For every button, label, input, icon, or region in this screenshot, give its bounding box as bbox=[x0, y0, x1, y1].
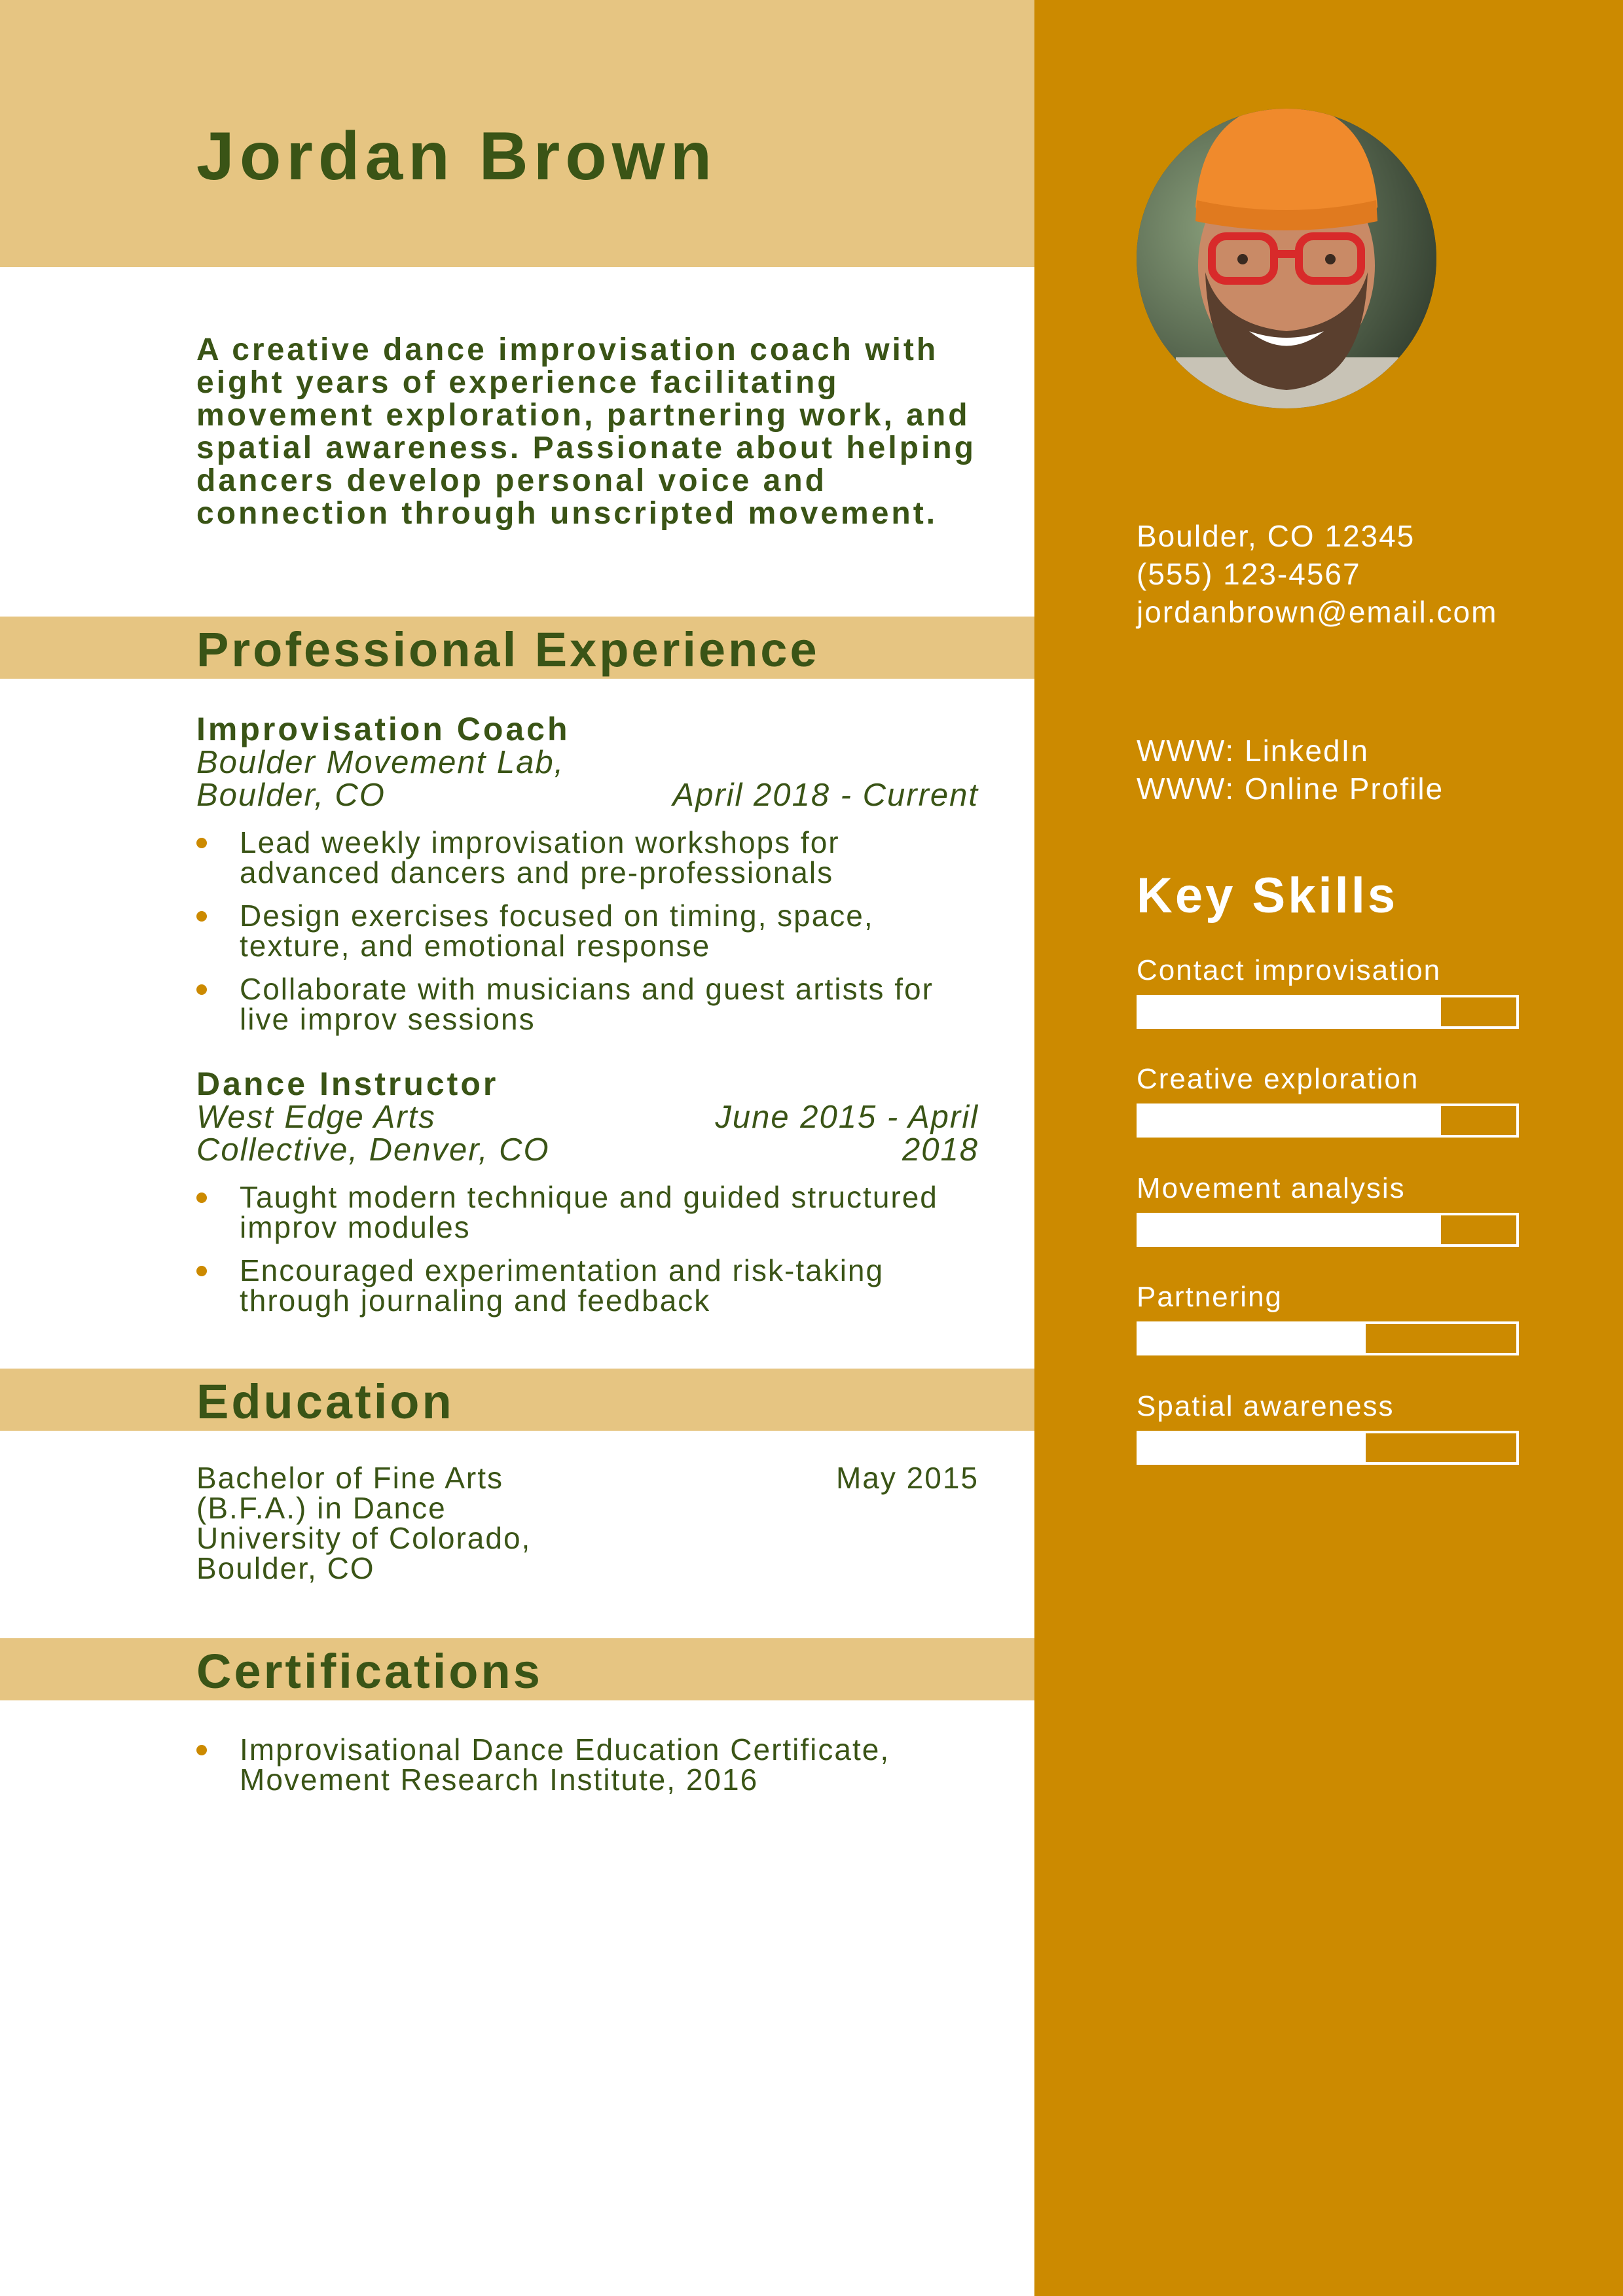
job-bullet: Lead weekly improvisation workshops for advanced dancers and pre-professionals bbox=[196, 827, 979, 888]
education-entry bbox=[196, 1463, 979, 1583]
candidate-name: Jordan Brown bbox=[196, 118, 718, 194]
skill-bar bbox=[1137, 1103, 1519, 1138]
contact-email[interactable]: jordanbrown@email.com bbox=[1137, 595, 1498, 629]
skill-bar-fill bbox=[1139, 1433, 1366, 1462]
bullet-dot bbox=[196, 1266, 207, 1276]
experience-heading: Professional Experience bbox=[196, 622, 820, 677]
contact-info bbox=[1137, 517, 1497, 631]
link-online-profile[interactable]: WWW: Online Profile bbox=[1137, 772, 1444, 806]
education-degree: Bachelor of Fine Arts (B.F.A.) in Dance bbox=[196, 1461, 503, 1525]
skill-name: Movement analysis bbox=[1137, 1172, 1406, 1204]
skill-item bbox=[1137, 1063, 1519, 1138]
contact-location: Boulder, CO 12345 bbox=[1137, 519, 1415, 553]
skills-heading: Key Skills bbox=[1137, 868, 1398, 924]
bullet-dot bbox=[196, 984, 207, 995]
job-bullet: Taught modern technique and guided structured improv modules bbox=[196, 1182, 979, 1242]
certification-item: Improvisational Dance Education Certificate, Movement Research Institute, 2016 bbox=[196, 1734, 979, 1795]
job-bullet: Collaborate with musicians and guest artists for live improv sessions bbox=[196, 974, 979, 1034]
skill-item bbox=[1137, 1390, 1519, 1465]
skill-bar-fill bbox=[1139, 997, 1441, 1026]
bullet-dot bbox=[196, 911, 207, 922]
skill-name: Spatial awareness bbox=[1137, 1390, 1395, 1422]
certifications-list bbox=[196, 1734, 979, 1808]
bullet-dot bbox=[196, 838, 207, 848]
skill-bar bbox=[1137, 1431, 1519, 1465]
skill-name: Contact improvisation bbox=[1137, 954, 1442, 986]
skill-bar-fill bbox=[1139, 1215, 1441, 1244]
links bbox=[1137, 732, 1444, 808]
link-linkedin[interactable]: WWW: LinkedIn bbox=[1137, 734, 1369, 768]
job-bullet: Encouraged experimentation and risk-taking through journaling and feedback bbox=[196, 1255, 979, 1316]
education-school: University of Colorado, Boulder, CO bbox=[196, 1521, 532, 1585]
bullet-dot bbox=[196, 1193, 207, 1203]
job-title: Improvisation Coach bbox=[196, 711, 570, 747]
contact-phone[interactable]: (555) 123-4567 bbox=[1137, 557, 1361, 591]
skill-item bbox=[1137, 1172, 1519, 1247]
skill-item bbox=[1137, 1281, 1519, 1355]
job-dates: April 2018 - Current bbox=[672, 778, 979, 813]
skill-bar bbox=[1137, 1213, 1519, 1247]
skill-bar-fill bbox=[1139, 1106, 1441, 1135]
job-title: Dance Instructor bbox=[196, 1066, 499, 1102]
summary: A creative dance improvisation coach with eight years of experience facilitating movement exploration, partnering work, and spatial awareness. Passionate about helping dancers develop personal voice and connection through unscripted movement. bbox=[196, 332, 976, 531]
certifications-heading: Certifications bbox=[196, 1644, 543, 1698]
skill-bar-fill bbox=[1139, 1324, 1366, 1353]
skill-item bbox=[1137, 954, 1519, 1029]
education-date: May 2015 bbox=[835, 1461, 979, 1495]
skill-name: Creative exploration bbox=[1137, 1063, 1419, 1095]
job-entry bbox=[196, 1067, 979, 1329]
job-entry bbox=[196, 712, 979, 1047]
job-company: Boulder Movement Lab, Boulder, CO bbox=[196, 745, 565, 813]
bullet-dot bbox=[196, 1745, 207, 1755]
job-company: West Edge Arts Collective, Denver, CO bbox=[196, 1100, 550, 1168]
skill-bar bbox=[1137, 1321, 1519, 1355]
education-heading: Education bbox=[196, 1374, 454, 1429]
education-heading-band bbox=[0, 1369, 1034, 1431]
profile-photo bbox=[1137, 109, 1436, 408]
job-dates: June 2015 - April 2018 bbox=[715, 1100, 979, 1168]
skill-name: Partnering bbox=[1137, 1281, 1283, 1313]
skill-bar bbox=[1137, 995, 1519, 1029]
job-bullet: Design exercises focused on timing, space, texture, and emotional response bbox=[196, 901, 979, 961]
